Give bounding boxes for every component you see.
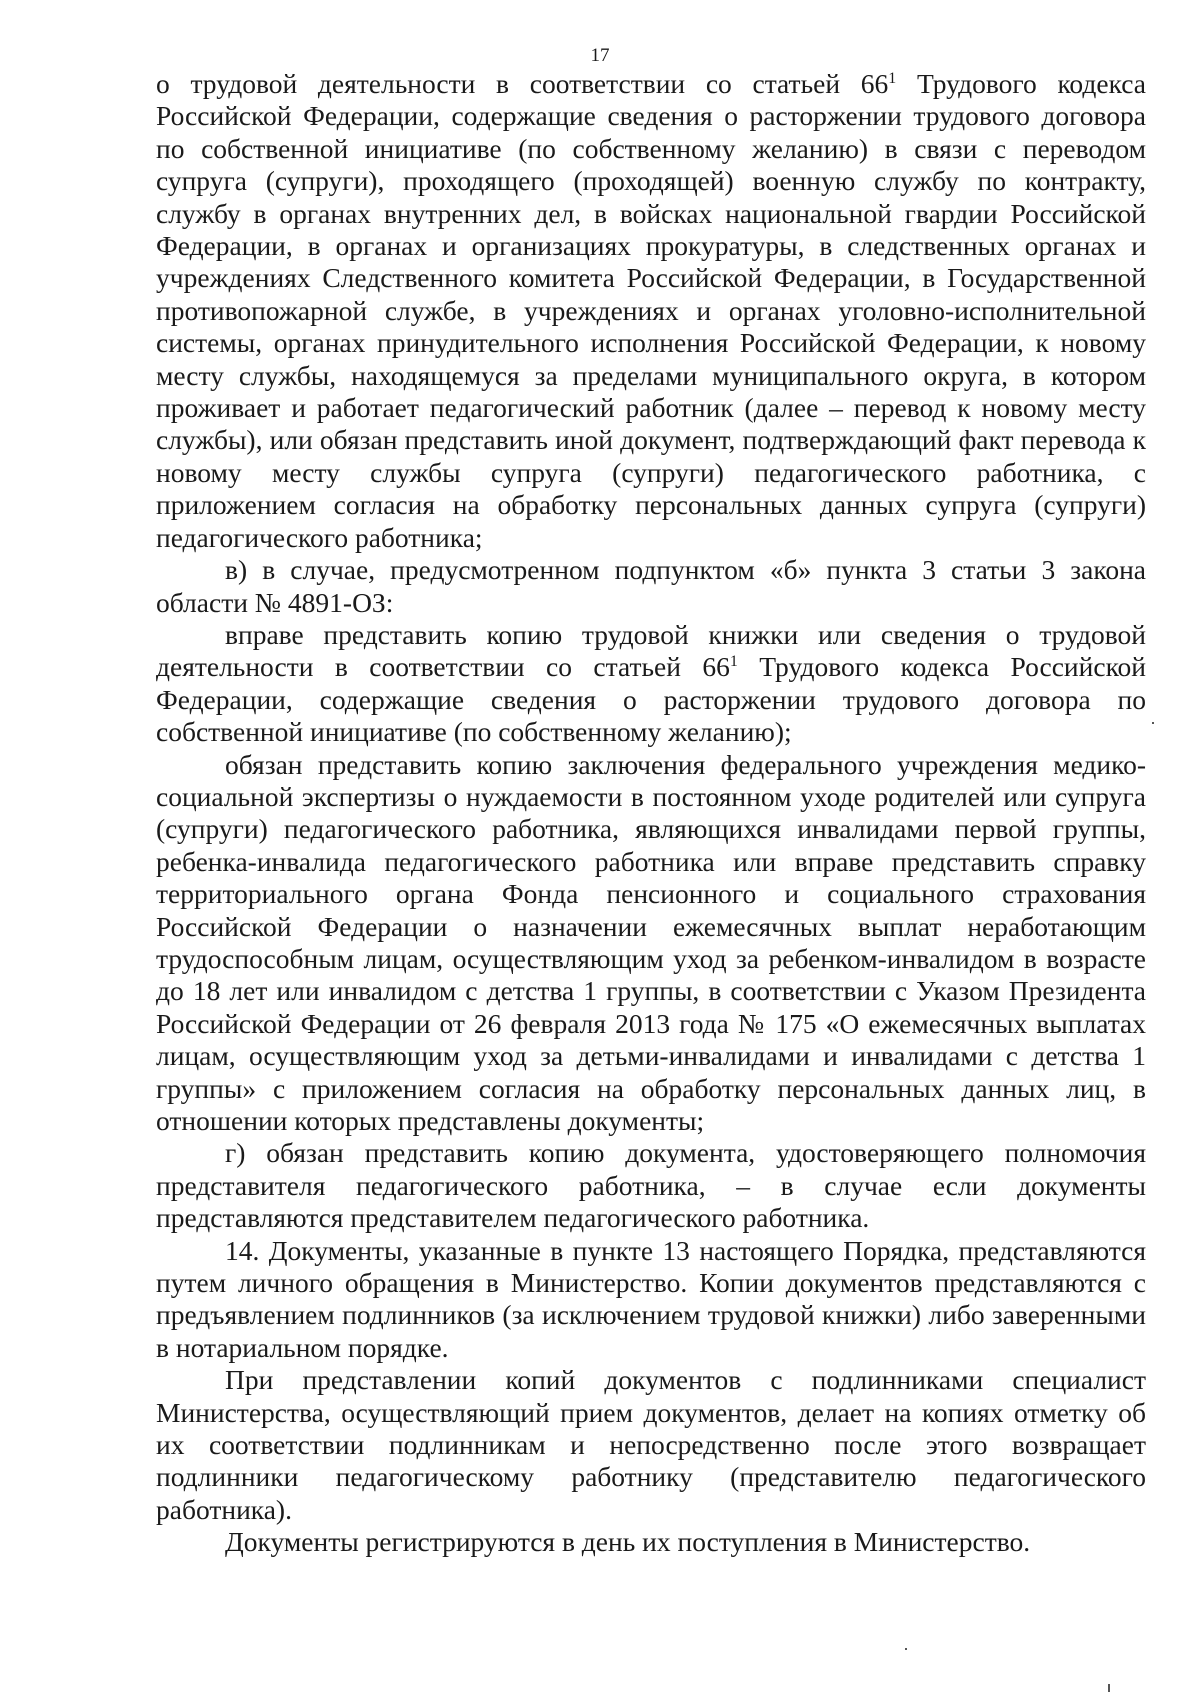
scan-speck [905,1648,907,1650]
paragraph-continuation [156,68,1146,554]
paragraph-subitem-v: в) в случае, предусмотренном подпунктом «б» пункта 3 статьи 3 закона области № 4891-ОЗ: [156,554,1146,618]
paragraph-registration: Документы регистрируются в день их поступления в Министерство. [225,1526,1031,1558]
scan-speck [1152,722,1154,724]
paragraph-text: о трудовой деятельности в соответствии со статьей 66 [156,68,889,99]
article-superscript: 1 [729,653,738,671]
paragraph-subitem-g: г) обязан представить копию документа, удостоверяющего полномочия представителя педагогического работника, – в случае если документы представляются представителем педагогического работника. [156,1137,1146,1234]
paragraph-text: вправе представить копию трудовой книжки или сведения о трудовой деятельности в соответствии со статьей 66 [156,618,1146,683]
paragraph-right-to-submit [156,619,1146,749]
paragraph-text: Трудового кодекса Российской Федерации, содержащие сведения о расторжении трудового договора по собственной инициативе (по собственному желанию) в связи с переводом супруга (супруги), проходящего (проходящей) военную службу по контракту, службу в органах внутренних дел, в войсках национальной гвардии Российской Федерации, в органах и организациях прокуратуры, в следственных органах и учреждениях Следственного комитета Российской Федерации, в Государственной противопожарной службе, в учреждениях и органах уголовно-исполнительной системы, органах принудительного исполнения Российской Федерации, к новому месту службы, находящемуся за пределами муниципального округа, в котором проживает и работает педагогический работник (далее – перевод к новому месту службы), или обязан представить иной документ, подтверждающий факт перевода к новому месту службы супруга (супруги) педагогического работника, с приложением согласия на обработку персональных данных супруга (супруги) педагогического работника; [156,68,1146,553]
page-number: 17 [590,45,610,66]
paragraph-text: Трудового кодекса Российской Федерации, содержащие сведения о расторжении трудового договора по собственной инициативе (по собственному желанию); [156,651,1147,748]
paragraph-obligation: обязан представить копию заключения федерального учреждения медико-социальной экспертизы о нуждаемости в постоянном уходе родителей или супруга (супруги) педагогического работника, являющихся инвалидами первой группы, ребенка-инвалида педагогического работника или вправе представить справку территориального органа Фонда пенсионного и социального страхования Российской Федерации о назначении ежемесячных выплат неработающим трудоспособным лицам, осуществляющим уход за ребенком-инвалидом в возрасте до 18 лет или инвалидом с детства 1 группы, в соответствии с Указом Президента Российской Федерации от 26 февраля 2013 года № 175 «О ежемесячных выплатах лицам, осуществляющим уход за детьми-инвалидами и инвалидами с детства 1 группы» с приложением согласия на обработку персональных данных лиц, в отношении которых представлены документы; [156,748,1146,1136]
paragraph-item-14: 14. Документы, указанные в пункте 13 настоящего Порядка, представляются путем личного обращения в Министерство. Копии документов представляются с предъявлением подлинников (за исключением трудовой книжки) либо заверенными в нотариальном порядке. [156,1234,1146,1363]
paragraph-copies-check: При представлении копий документов с подлинниками специалист Министерства, осуществляющий прием документов, делает на копиях отметку об их соответствии подлинникам и непосредственно после этого возвращает подлинники педагогическому работнику (представителю педагогического работника). [156,1364,1146,1525]
article-superscript: 1 [888,69,897,87]
scan-speck [1108,1684,1110,1692]
document-body [156,68,1146,1559]
